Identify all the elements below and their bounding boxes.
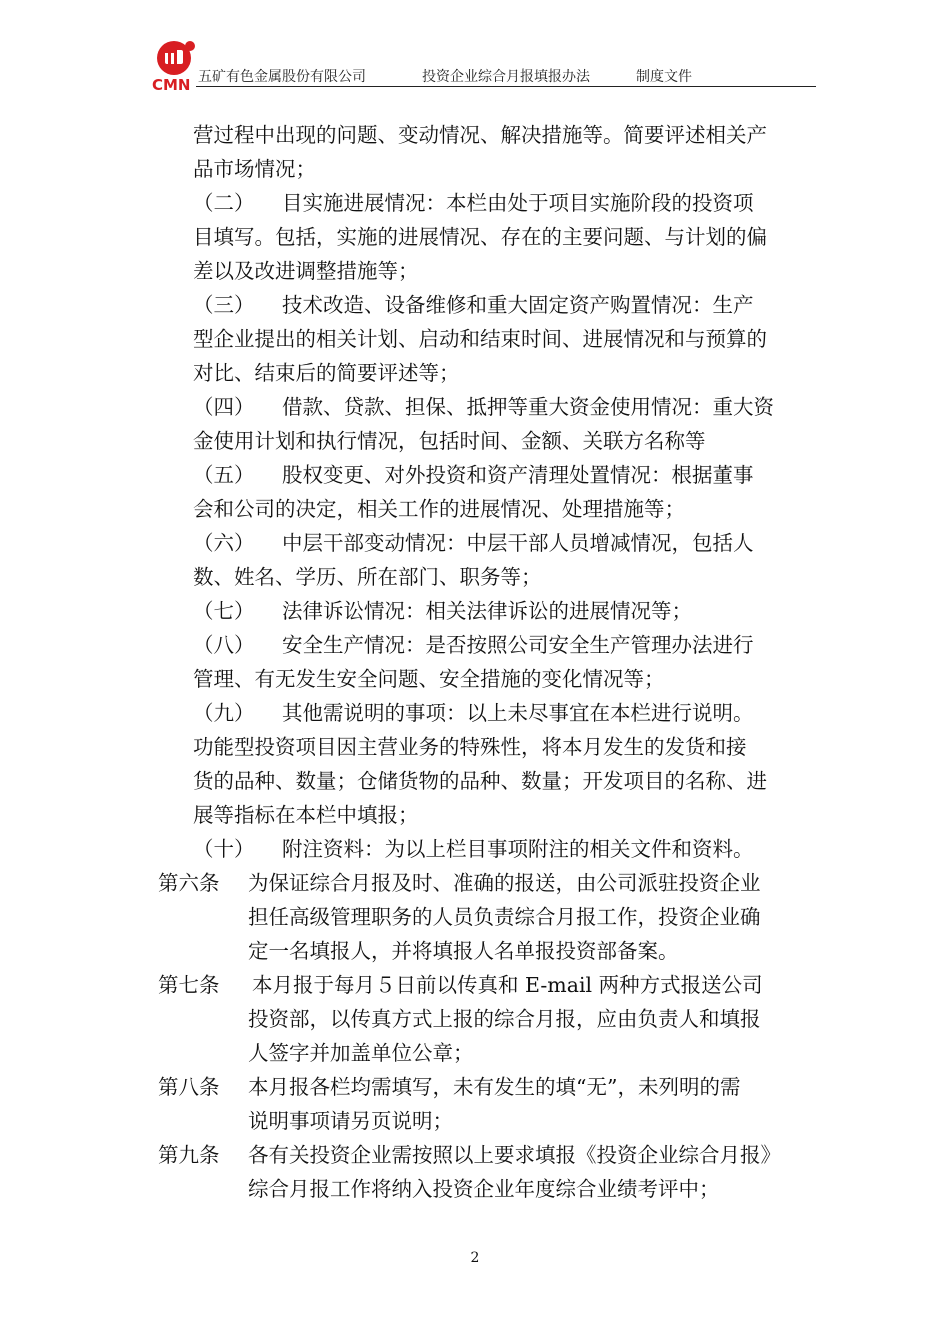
item-number: （七） <box>193 599 255 623</box>
text-line: 法律诉讼情况：相关法律诉讼的进展情况等； <box>282 599 692 623</box>
text-line: 数、姓名、学历、所在部门、职务等； <box>193 565 542 589</box>
document-type: 制度文件 <box>636 69 692 85</box>
page-header <box>152 38 812 94</box>
text-line: 人签字并加盖单位公章； <box>248 1041 474 1065</box>
text-line: 为保证综合月报及时、准确的报送，由公司派驻投资企业 <box>248 871 761 895</box>
item-number: （十） <box>193 837 255 861</box>
text-line: 本月报于每月５日前以传真和 E-mail 两种方式报送公司 <box>252 973 763 997</box>
item-number: （二） <box>193 191 255 215</box>
text-line: 附注资料：为以上栏目事项附注的相关文件和资料。 <box>282 837 754 861</box>
item-number: （三） <box>193 293 255 317</box>
article-number: 第六条 <box>158 871 220 895</box>
text-line: 管理、有无发生安全问题、安全措施的变化情况等； <box>193 667 665 691</box>
text-line: 担任高级管理职务的人员负责综合月报工作，投资企业确 <box>248 905 761 929</box>
text-line: 中层干部变动情况：中层干部人员增减情况，包括人 <box>282 531 754 555</box>
item-number: （六） <box>193 531 255 555</box>
article-number: 第八条 <box>158 1075 220 1099</box>
text-line: 安全生产情况：是否按照公司安全生产管理办法进行 <box>282 633 754 657</box>
text-line: 货的品种、数量；仓储货物的品种、数量；开发项目的名称、进 <box>193 769 767 793</box>
text-line: 金使用计划和执行情况，包括时间、金额、关联方名称等 <box>193 429 706 453</box>
text-line: 展等指标在本栏中填报； <box>193 803 419 827</box>
text-line: 其他需说明的事项：以上未尽事宜在本栏进行说明。 <box>282 701 754 725</box>
text-line: 股权变更、对外投资和资产清理处置情况：根据董事 <box>282 463 754 487</box>
text-line: 借款、贷款、担保、抵押等重大资金使用情况：重大资 <box>282 395 774 419</box>
article-number: 第九条 <box>158 1143 220 1167</box>
header-rule <box>196 86 816 87</box>
document-title: 投资企业综合月报填报办法 <box>422 69 590 85</box>
text-line: 本月报各栏均需填写，未有发生的填“无”，未列明的需 <box>248 1075 741 1099</box>
text-line: 品市场情况； <box>193 157 316 181</box>
text-line: 技术改造、设备维修和重大固定资产购置情况：生产 <box>282 293 754 317</box>
company-name: 五矿有色金属股份有限公司 <box>198 69 366 85</box>
text-line: 目实施进展情况：本栏由处于项目实施阶段的投资项 <box>282 191 754 215</box>
article-number: 第七条 <box>158 973 220 997</box>
text-line: 综合月报工作将纳入投资企业年度综合业绩考评中； <box>248 1177 720 1201</box>
item-number: （九） <box>193 701 255 725</box>
text-line: 各有关投资企业需按照以上要求填报《投资企业综合月报》 <box>248 1143 781 1167</box>
text-line: 说明事项请另页说明； <box>248 1109 453 1133</box>
page-number: 2 <box>470 1250 480 1266</box>
text-line: 功能型投资项目因主营业务的特殊性，将本月发生的发货和接 <box>193 735 747 759</box>
text-line: 型企业提出的相关计划、启动和结束时间、进展情况和与预算的 <box>193 327 767 351</box>
text-line: 投资部，以传真方式上报的综合月报，应由负责人和填报 <box>248 1007 761 1031</box>
logo-text: CMN <box>152 76 191 94</box>
item-number: （八） <box>193 633 255 657</box>
text-line: 对比、结束后的简要评述等； <box>193 361 460 385</box>
text-line: 营过程中出现的问题、变动情况、解决措施等。简要评述相关产 <box>193 123 767 147</box>
text-line: 目填写。包括，实施的进展情况、存在的主要问题、与计划的偏 <box>193 225 767 249</box>
item-number: （五） <box>193 463 255 487</box>
text-line: 差以及改进调整措施等； <box>193 259 419 283</box>
text-line: 会和公司的决定，相关工作的进展情况、处理措施等； <box>193 497 685 521</box>
text-line: 定一名填报人，并将填报人名单报投资部备案。 <box>248 939 679 963</box>
item-number: （四） <box>193 395 255 419</box>
